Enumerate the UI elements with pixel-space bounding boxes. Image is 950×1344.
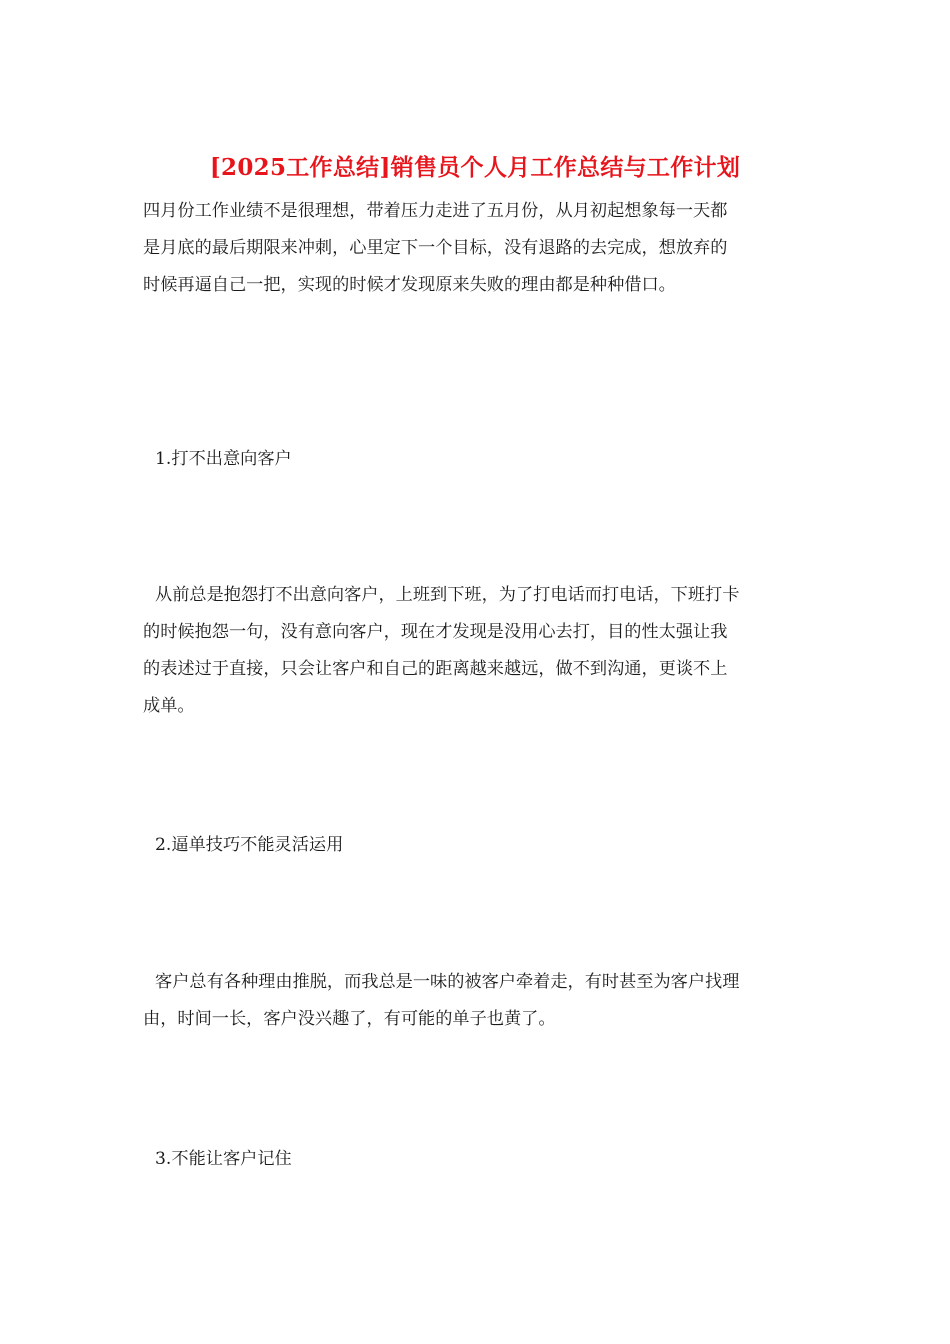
paragraph-line: 的表述过于直接，只会让客户和自己的距离越来越远，做不到沟通，更谈不上 (143, 659, 728, 679)
section-2-paragraph (143, 964, 809, 1038)
intro-line: 是月底的最后期限来冲刺，心里定下一个目标，没有退路的去完成，想放弃的 (143, 238, 728, 258)
paragraph-line: 从前总是抱怨打不出意向客户，上班到下班，为了打电话而打电话，下班打卡 (155, 585, 740, 605)
section-heading-1: 1.打不出意向客户 (155, 449, 292, 469)
paragraph-line: 的时候抱怨一句，没有意向客户，现在才发现是没用心去打，目的性太强让我 (143, 622, 728, 642)
intro-line: 时候再逼自己一把，实现的时候才发现原来失败的理由都是种种借口。 (143, 275, 676, 295)
section-1-paragraph (143, 577, 809, 725)
intro-line: 四月份工作业绩不是很理想，带着压力走进了五月份，从月初起想象每一天都 (143, 201, 728, 221)
paragraph-line: 由，时间一长，客户没兴趣了，有可能的单子也黄了。 (143, 1009, 556, 1029)
document-title: [2025工作总结]销售员个人月工作总结与工作计划 (209, 154, 741, 181)
intro-paragraph (143, 193, 809, 304)
section-heading-2: 2.逼单技巧不能灵活运用 (155, 835, 344, 855)
paragraph-line: 成单。 (143, 696, 195, 716)
section-heading-3: 3.不能让客户记住 (155, 1149, 292, 1169)
paragraph-line: 客户总有各种理由推脱，而我总是一味的被客户牵着走，有时甚至为客户找理 (155, 972, 740, 992)
